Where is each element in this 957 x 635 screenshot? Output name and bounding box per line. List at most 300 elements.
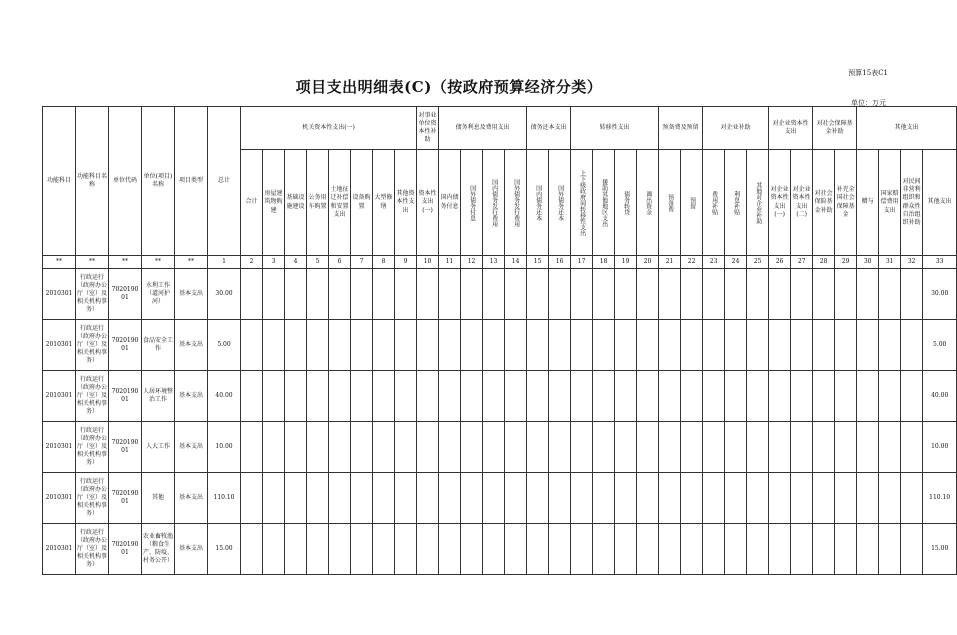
cell-empty bbox=[813, 269, 835, 320]
cell-func-name: 行政运行（政府办公厅（室）及相关机构事务） bbox=[76, 422, 109, 473]
cell-unit-name: 食品安全工作 bbox=[142, 320, 175, 371]
cell-empty bbox=[725, 371, 747, 422]
cell-func-name: 行政运行（政府办公厅（室）及相关机构事务） bbox=[76, 269, 109, 320]
cell-empty bbox=[571, 371, 593, 422]
cell-empty bbox=[637, 524, 659, 575]
cell-func: 2010301 bbox=[43, 371, 76, 422]
cell-proj-type: 基本支出 bbox=[175, 269, 208, 320]
cell-empty bbox=[615, 524, 637, 575]
cell-empty bbox=[681, 473, 703, 524]
header-total: 总计 bbox=[208, 107, 241, 256]
index-cell: 4 bbox=[285, 256, 307, 269]
cell-proj-type: 基本支出 bbox=[175, 473, 208, 524]
cell-func-name: 行政运行（政府办公厅（室）及相关机构事务） bbox=[76, 320, 109, 371]
cell-empty bbox=[439, 524, 461, 575]
cell-empty bbox=[769, 524, 791, 575]
unit-label: 单位：万元 bbox=[851, 99, 886, 107]
header-group-8: 对企业资本性支出 bbox=[769, 107, 813, 150]
cell-unit-code: 702019001 bbox=[109, 371, 142, 422]
index-cell: ** bbox=[76, 256, 109, 269]
cell-total: 30.00 bbox=[208, 269, 241, 320]
cell-empty bbox=[439, 371, 461, 422]
header-sub: 赠与 bbox=[857, 150, 879, 256]
cell-empty bbox=[505, 422, 527, 473]
cell-empty bbox=[791, 269, 813, 320]
header-sub: 利息补贴 bbox=[725, 150, 747, 256]
header-sub: 对民间非营利组织和群众性自治组织补助 bbox=[901, 150, 923, 256]
cell-empty bbox=[241, 320, 263, 371]
cell-empty bbox=[593, 371, 615, 422]
cell-empty bbox=[483, 524, 505, 575]
cell-proj-type: 基本支出 bbox=[175, 422, 208, 473]
cell-empty bbox=[681, 269, 703, 320]
cell-empty bbox=[549, 371, 571, 422]
header-group-7: 对企业补助 bbox=[703, 107, 769, 150]
cell-empty bbox=[637, 320, 659, 371]
table-row bbox=[43, 524, 957, 575]
index-cell: 12 bbox=[461, 256, 483, 269]
cell-empty bbox=[373, 320, 395, 371]
cell-empty bbox=[351, 473, 373, 524]
cell-other-expense: 40.00 bbox=[923, 371, 957, 422]
cell-total: 40.00 bbox=[208, 371, 241, 422]
cell-empty bbox=[681, 422, 703, 473]
header-group-9: 对社会保障基金补助 bbox=[813, 107, 857, 150]
header-sub: 调出资金 bbox=[637, 150, 659, 256]
budget-table bbox=[42, 106, 957, 575]
cell-empty bbox=[373, 524, 395, 575]
cell-empty bbox=[857, 422, 879, 473]
header-group-1: 机关资本性支出(一) bbox=[241, 107, 417, 150]
index-cell: 24 bbox=[725, 256, 747, 269]
cell-func-name: 行政运行（政府办公厅（室）及相关机构事务） bbox=[76, 371, 109, 422]
cell-unit-name: 人居环境整治工作 bbox=[142, 371, 175, 422]
table-row bbox=[43, 269, 957, 320]
cell-empty bbox=[659, 524, 681, 575]
cell-empty bbox=[373, 473, 395, 524]
cell-empty bbox=[571, 422, 593, 473]
cell-empty bbox=[571, 524, 593, 575]
cell-empty bbox=[439, 473, 461, 524]
cell-empty bbox=[505, 371, 527, 422]
cell-empty bbox=[527, 524, 549, 575]
cell-empty bbox=[879, 371, 901, 422]
cell-empty bbox=[615, 422, 637, 473]
cell-empty bbox=[329, 524, 351, 575]
cell-empty bbox=[483, 371, 505, 422]
cell-empty bbox=[703, 524, 725, 575]
cell-empty bbox=[461, 473, 483, 524]
cell-empty bbox=[263, 371, 285, 422]
header-sub: 国外债务付息 bbox=[461, 150, 483, 256]
cell-empty bbox=[549, 320, 571, 371]
cell-empty bbox=[351, 422, 373, 473]
cell-empty bbox=[263, 320, 285, 371]
index-cell: 28 bbox=[813, 256, 835, 269]
cell-total: 110.10 bbox=[208, 473, 241, 524]
cell-empty bbox=[725, 269, 747, 320]
header-sub: 设备购置 bbox=[351, 150, 373, 256]
header-row-groups bbox=[43, 107, 957, 150]
cell-empty bbox=[857, 320, 879, 371]
cell-empty bbox=[857, 524, 879, 575]
cell-empty bbox=[307, 371, 329, 422]
cell-empty bbox=[901, 422, 923, 473]
index-cell: 20 bbox=[637, 256, 659, 269]
cell-empty bbox=[461, 269, 483, 320]
cell-empty bbox=[593, 422, 615, 473]
cell-empty bbox=[769, 320, 791, 371]
cell-empty bbox=[835, 524, 857, 575]
cell-empty bbox=[879, 473, 901, 524]
cell-total: 15.00 bbox=[208, 524, 241, 575]
cell-empty bbox=[835, 422, 857, 473]
cell-other-expense: 110.10 bbox=[923, 473, 957, 524]
cell-func: 2010301 bbox=[43, 320, 76, 371]
cell-empty bbox=[659, 320, 681, 371]
header-sub: 资本性支出(一) bbox=[417, 150, 439, 256]
index-cell: ** bbox=[109, 256, 142, 269]
header-sub: 大型修缮 bbox=[373, 150, 395, 256]
cell-empty bbox=[659, 371, 681, 422]
cell-empty bbox=[263, 269, 285, 320]
index-cell: 11 bbox=[439, 256, 461, 269]
cell-empty bbox=[703, 269, 725, 320]
cell-empty bbox=[703, 473, 725, 524]
cell-empty bbox=[307, 269, 329, 320]
header-sub: 房屋建筑物购建 bbox=[263, 150, 285, 256]
index-cell: 7 bbox=[351, 256, 373, 269]
cell-empty bbox=[747, 269, 769, 320]
cell-empty bbox=[813, 473, 835, 524]
cell-empty bbox=[747, 371, 769, 422]
cell-empty bbox=[791, 371, 813, 422]
header-sub: 国外债务发行费用 bbox=[505, 150, 527, 256]
index-cell: 18 bbox=[593, 256, 615, 269]
table-row bbox=[43, 371, 957, 422]
cell-empty bbox=[351, 524, 373, 575]
cell-empty bbox=[813, 422, 835, 473]
cell-empty bbox=[351, 320, 373, 371]
cell-empty bbox=[307, 320, 329, 371]
page-title: 项目支出明细表(C)（按政府预算经济分类） bbox=[295, 78, 603, 96]
cell-empty bbox=[285, 371, 307, 422]
index-cell: 13 bbox=[483, 256, 505, 269]
cell-empty bbox=[241, 422, 263, 473]
cell-unit-code: 702019001 bbox=[109, 320, 142, 371]
cell-empty bbox=[637, 371, 659, 422]
cell-empty bbox=[307, 524, 329, 575]
cell-empty bbox=[681, 320, 703, 371]
cell-empty bbox=[417, 371, 439, 422]
header-sub: 土地征迁补偿和安置支出 bbox=[329, 150, 351, 256]
cell-empty bbox=[703, 320, 725, 371]
cell-empty bbox=[571, 320, 593, 371]
cell-empty bbox=[549, 473, 571, 524]
index-cell: 15 bbox=[527, 256, 549, 269]
cell-empty bbox=[527, 473, 549, 524]
header-sub: 对社会保险基金补助 bbox=[813, 150, 835, 256]
header-sub: 预备费 bbox=[659, 150, 681, 256]
cell-empty bbox=[593, 473, 615, 524]
index-cell: 19 bbox=[615, 256, 637, 269]
cell-empty bbox=[615, 371, 637, 422]
index-cell: 33 bbox=[923, 256, 957, 269]
cell-empty bbox=[527, 371, 549, 422]
cell-empty bbox=[241, 269, 263, 320]
cell-empty bbox=[285, 269, 307, 320]
header-sub: 预留 bbox=[681, 150, 703, 256]
index-cell: 21 bbox=[659, 256, 681, 269]
header-group-2: 对事业单位资本性补助 bbox=[417, 107, 439, 150]
cell-empty bbox=[769, 371, 791, 422]
header-sub: 其他资本性支出 bbox=[395, 150, 417, 256]
cell-empty bbox=[725, 422, 747, 473]
cell-empty bbox=[263, 422, 285, 473]
cell-empty bbox=[395, 269, 417, 320]
cell-empty bbox=[879, 269, 901, 320]
index-cell: 17 bbox=[571, 256, 593, 269]
cell-empty bbox=[417, 422, 439, 473]
cell-empty bbox=[549, 524, 571, 575]
header-func-name: 功能科目名称 bbox=[76, 107, 109, 256]
index-cell: ** bbox=[43, 256, 76, 269]
header-sub: 其他支出 bbox=[923, 150, 957, 256]
index-cell: 27 bbox=[791, 256, 813, 269]
header-sub: 基础设施建设 bbox=[285, 150, 307, 256]
cell-empty bbox=[351, 371, 373, 422]
index-cell: 16 bbox=[549, 256, 571, 269]
index-cell: 1 bbox=[208, 256, 241, 269]
cell-proj-type: 基本支出 bbox=[175, 371, 208, 422]
cell-empty bbox=[329, 320, 351, 371]
header-sub: 上下级政府间转移性支出 bbox=[571, 150, 593, 256]
cell-empty bbox=[637, 473, 659, 524]
cell-empty bbox=[527, 269, 549, 320]
index-cell: ** bbox=[142, 256, 175, 269]
header-sub: 公务用车购置 bbox=[307, 150, 329, 256]
cell-empty bbox=[395, 371, 417, 422]
table-row bbox=[43, 422, 957, 473]
cell-empty bbox=[395, 473, 417, 524]
cell-empty bbox=[615, 473, 637, 524]
table-body bbox=[43, 269, 957, 575]
cell-empty bbox=[791, 422, 813, 473]
cell-empty bbox=[857, 371, 879, 422]
cell-empty bbox=[703, 422, 725, 473]
header-group-5: 转移性支出 bbox=[571, 107, 659, 150]
cell-empty bbox=[637, 422, 659, 473]
index-cell: 31 bbox=[879, 256, 901, 269]
index-row bbox=[43, 256, 957, 269]
cell-empty bbox=[417, 473, 439, 524]
cell-empty bbox=[901, 473, 923, 524]
cell-empty bbox=[725, 320, 747, 371]
index-cell: 10 bbox=[417, 256, 439, 269]
cell-empty bbox=[417, 524, 439, 575]
cell-func: 2010301 bbox=[43, 524, 76, 575]
cell-empty bbox=[593, 524, 615, 575]
header-sub: 援助其他地区支出 bbox=[593, 150, 615, 256]
cell-empty bbox=[505, 473, 527, 524]
index-cell: 32 bbox=[901, 256, 923, 269]
cell-empty bbox=[725, 524, 747, 575]
cell-other-expense: 15.00 bbox=[923, 524, 957, 575]
cell-empty bbox=[373, 422, 395, 473]
cell-empty bbox=[769, 269, 791, 320]
cell-empty bbox=[835, 371, 857, 422]
index-cell: 26 bbox=[769, 256, 791, 269]
cell-unit-name: 农业畜牧渔（粮食生产、防疫、村务公开） bbox=[142, 524, 175, 575]
header-unit-code: 单位代码 bbox=[109, 107, 142, 256]
cell-empty bbox=[439, 269, 461, 320]
cell-empty bbox=[329, 473, 351, 524]
cell-empty bbox=[373, 269, 395, 320]
cell-empty bbox=[593, 320, 615, 371]
cell-unit-name: 水利工作（道河护河） bbox=[142, 269, 175, 320]
cell-empty bbox=[307, 422, 329, 473]
index-cell: 5 bbox=[307, 256, 329, 269]
cell-total: 10.00 bbox=[208, 422, 241, 473]
cell-empty bbox=[769, 422, 791, 473]
index-cell: 22 bbox=[681, 256, 703, 269]
cell-empty bbox=[725, 473, 747, 524]
cell-empty bbox=[769, 473, 791, 524]
cell-func: 2010301 bbox=[43, 422, 76, 473]
cell-empty bbox=[615, 269, 637, 320]
index-cell: 9 bbox=[395, 256, 417, 269]
cell-empty bbox=[879, 320, 901, 371]
header-group-3: 债务利息及费用支出 bbox=[439, 107, 527, 150]
index-cell: 6 bbox=[329, 256, 351, 269]
cell-empty bbox=[571, 473, 593, 524]
cell-empty bbox=[879, 524, 901, 575]
cell-proj-type: 基本支出 bbox=[175, 320, 208, 371]
cell-empty bbox=[681, 524, 703, 575]
cell-other-expense: 5.00 bbox=[923, 320, 957, 371]
cell-empty bbox=[241, 371, 263, 422]
cell-empty bbox=[791, 473, 813, 524]
cell-empty bbox=[857, 269, 879, 320]
index-cell: 23 bbox=[703, 256, 725, 269]
cell-empty bbox=[835, 473, 857, 524]
cell-empty bbox=[439, 422, 461, 473]
header-sub: 国内债务还本 bbox=[527, 150, 549, 256]
table-row bbox=[43, 320, 957, 371]
cell-empty bbox=[329, 422, 351, 473]
cell-empty bbox=[659, 422, 681, 473]
header-sub: 国内债务发行费用 bbox=[483, 150, 505, 256]
cell-empty bbox=[659, 269, 681, 320]
cell-empty bbox=[417, 269, 439, 320]
cell-empty bbox=[835, 269, 857, 320]
cell-func-name: 行政运行（政府办公厅（室）及相关机构事务） bbox=[76, 473, 109, 524]
index-cell: 25 bbox=[747, 256, 769, 269]
cell-empty bbox=[549, 422, 571, 473]
cell-empty bbox=[505, 269, 527, 320]
cell-empty bbox=[329, 371, 351, 422]
cell-func-name: 行政运行（政府办公厅（室）及相关机构事务） bbox=[76, 524, 109, 575]
index-cell: ** bbox=[175, 256, 208, 269]
cell-empty bbox=[461, 524, 483, 575]
cell-empty bbox=[901, 371, 923, 422]
cell-empty bbox=[395, 320, 417, 371]
header-sub: 费用补贴 bbox=[703, 150, 725, 256]
cell-empty bbox=[593, 269, 615, 320]
index-cell: 8 bbox=[373, 256, 395, 269]
cell-empty bbox=[505, 320, 527, 371]
cell-empty bbox=[439, 320, 461, 371]
cell-proj-type: 基本支出 bbox=[175, 524, 208, 575]
cell-empty bbox=[747, 524, 769, 575]
header-sub: 对企业资本性支出(一) bbox=[769, 150, 791, 256]
cell-empty bbox=[263, 473, 285, 524]
cell-unit-code: 702019001 bbox=[109, 269, 142, 320]
cell-empty bbox=[791, 524, 813, 575]
cell-empty bbox=[747, 473, 769, 524]
cell-empty bbox=[791, 320, 813, 371]
index-cell: 3 bbox=[263, 256, 285, 269]
cell-empty bbox=[395, 524, 417, 575]
cell-empty bbox=[417, 320, 439, 371]
cell-unit-code: 702019001 bbox=[109, 524, 142, 575]
table-row bbox=[43, 473, 957, 524]
cell-empty bbox=[461, 371, 483, 422]
cell-empty bbox=[285, 422, 307, 473]
header-sub: 合计 bbox=[241, 150, 263, 256]
cell-empty bbox=[527, 320, 549, 371]
cell-empty bbox=[483, 473, 505, 524]
cell-empty bbox=[285, 473, 307, 524]
cell-empty bbox=[659, 473, 681, 524]
header-sub: 国外债务还本 bbox=[549, 150, 571, 256]
cell-empty bbox=[879, 422, 901, 473]
cell-empty bbox=[241, 473, 263, 524]
header-group-4: 债务还本支出 bbox=[527, 107, 571, 150]
cell-empty bbox=[351, 269, 373, 320]
cell-unit-name: 人大工作 bbox=[142, 422, 175, 473]
cell-empty bbox=[527, 422, 549, 473]
cell-empty bbox=[813, 320, 835, 371]
cell-empty bbox=[483, 422, 505, 473]
header-sub: 对企业资本性支出(二) bbox=[791, 150, 813, 256]
cell-empty bbox=[747, 422, 769, 473]
cell-empty bbox=[263, 524, 285, 575]
header-sub: 国内债务付息 bbox=[439, 150, 461, 256]
cell-other-expense: 10.00 bbox=[923, 422, 957, 473]
cell-empty bbox=[813, 371, 835, 422]
cell-empty bbox=[461, 320, 483, 371]
header-sub: 其他对企业补助 bbox=[747, 150, 769, 256]
table-code: 预算15表C1 bbox=[848, 69, 888, 77]
cell-total: 5.00 bbox=[208, 320, 241, 371]
cell-unit-code: 702019001 bbox=[109, 473, 142, 524]
header-sub: 债务转贷 bbox=[615, 150, 637, 256]
cell-empty bbox=[901, 269, 923, 320]
cell-empty bbox=[703, 371, 725, 422]
header-unit-name: 单位(项目)名称 bbox=[142, 107, 175, 256]
header-group-10: 其他支出 bbox=[857, 107, 957, 150]
cell-empty bbox=[373, 371, 395, 422]
cell-empty bbox=[901, 320, 923, 371]
header-sub: 国家赔偿费用支出 bbox=[879, 150, 901, 256]
header-func: 功能科目 bbox=[43, 107, 76, 256]
cell-empty bbox=[483, 320, 505, 371]
cell-empty bbox=[681, 371, 703, 422]
cell-empty bbox=[615, 320, 637, 371]
cell-empty bbox=[483, 269, 505, 320]
index-cell: 14 bbox=[505, 256, 527, 269]
